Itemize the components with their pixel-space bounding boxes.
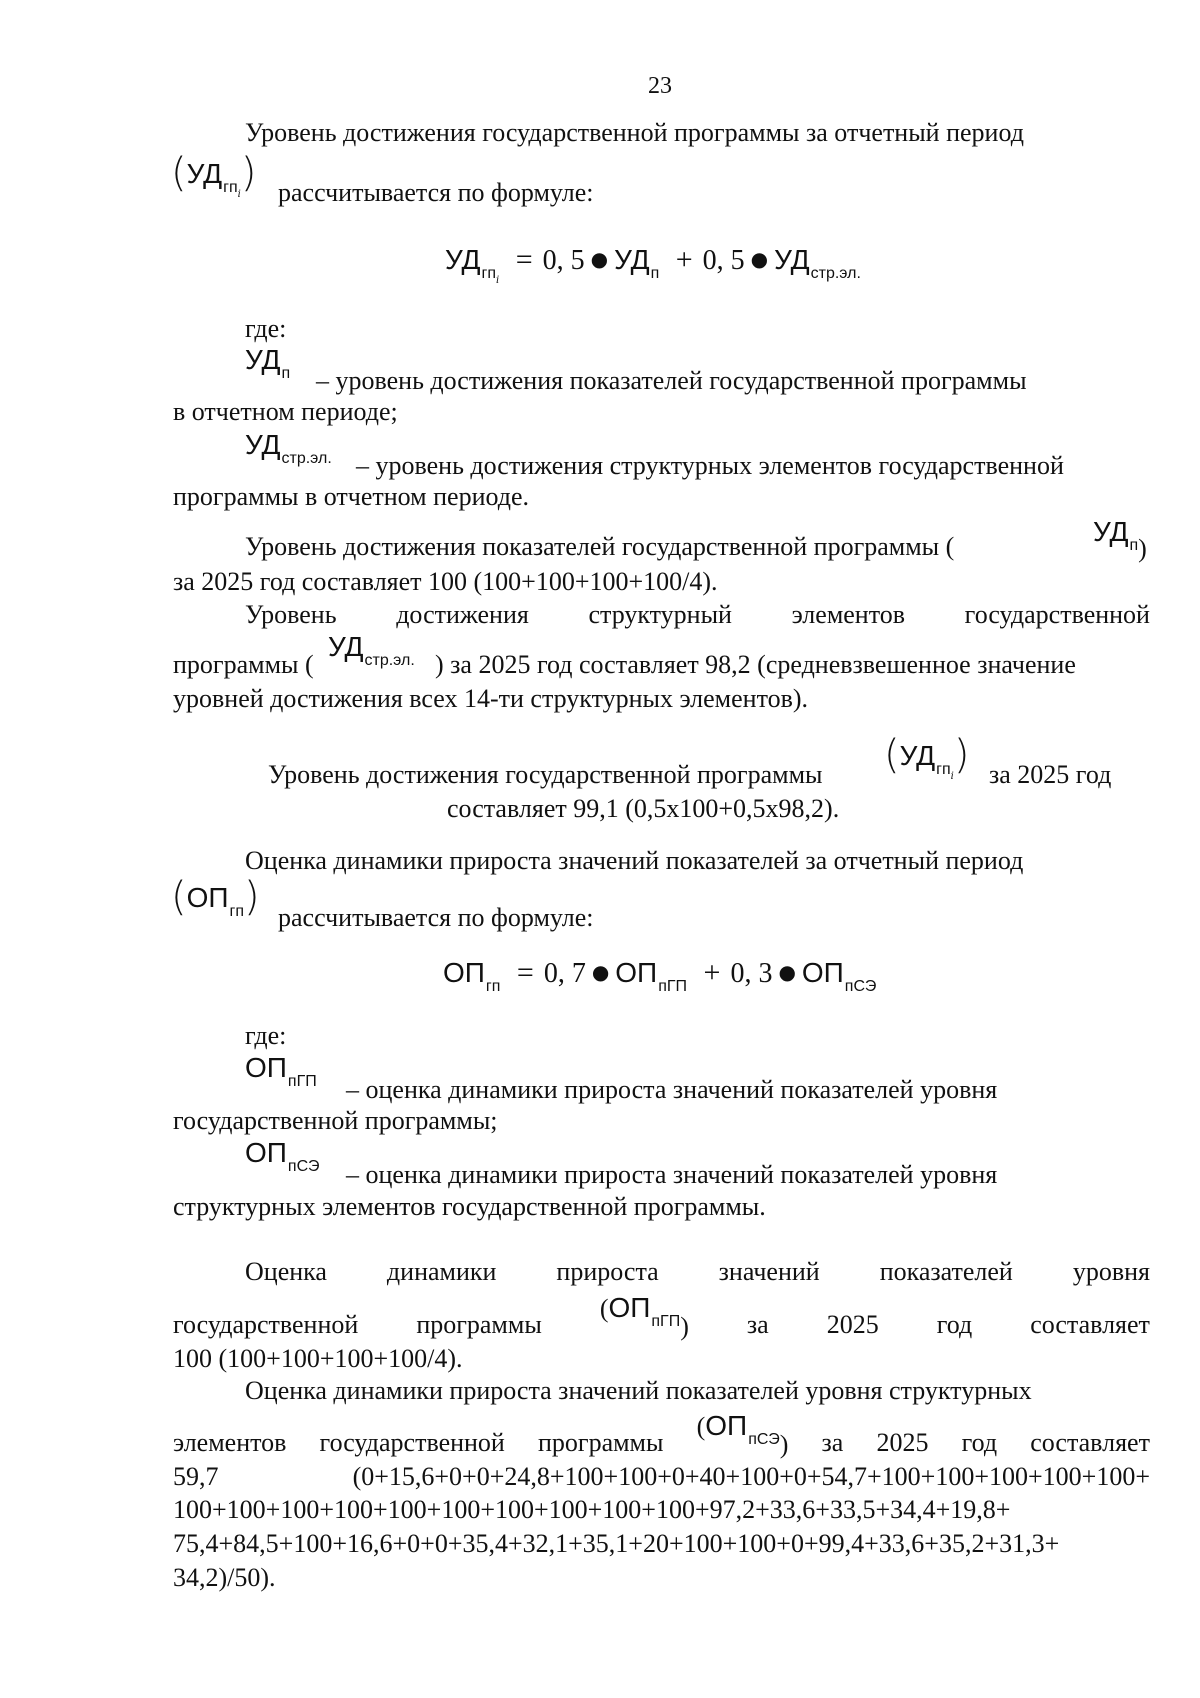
symbol-op-pse-inline: $(ОП_{пСЭ})$ (696, 1410, 789, 1459)
paragraph-line: Оценка динамики прироста значений показателей за отчетный период (245, 846, 1024, 875)
paragraph-line: уровней достижения всех 14-ти структурных элементов). (173, 684, 809, 713)
paragraph-line: программы ( (173, 650, 314, 679)
definition-symbol-ud-p: $УД_п$ (245, 344, 291, 382)
paragraph-line: государственной программы $(ОП_{пГП})$ за 2025 год составляет (173, 1292, 1150, 1341)
symbol-ud-gp-inline: $(УД_{гпi})$ (171, 150, 257, 200)
paragraph-line: элементов государственной программы $(ОП_{пСЭ})$ за 2025 год составляет (173, 1410, 1150, 1459)
centered-line: за 2025 год (989, 760, 1112, 789)
paragraph-line: 34,2)/50). (173, 1563, 276, 1592)
definition-line: – оценка динамики прироста значений показателей уровня (346, 1160, 998, 1189)
paragraph-line: рассчитывается по формуле: (278, 178, 594, 207)
paragraph-line (245, 120, 1150, 146)
paragraph-line: за 2025 год составляет 100 (100+100+100+100/4). (173, 567, 718, 596)
definition-symbol-op-pse: $ОП_{пСЭ}$ (245, 1137, 320, 1175)
formula-op-gp: $ОП_{гп} = 0$, 7 ● $ОП_{пГП} + 0$, 3 ● $ОП_{пСЭ}$ (443, 956, 877, 995)
paragraph-line: Уровень достижения показателей государственной программы ( (245, 532, 955, 561)
definition-line: государственной программы; (173, 1106, 498, 1135)
definition-line: структурных элементов государственной программы. (173, 1192, 766, 1221)
centered-line: Уровень достижения государственной программы (268, 760, 823, 789)
definition-symbol-ud-str: $УД_{стр.эл.}$ (245, 429, 332, 467)
centered-line: составляет 99,1 (0,5х100+0,5х98,2). (447, 794, 840, 823)
paragraph-line: ) за 2025 год составляет 98,2 (средневзвешенное значение (435, 650, 1076, 679)
text: Уровень достижения государственной программы за отчетный период (245, 118, 1024, 147)
symbol-ud-str-inline: $УД_{стр.эл.}$ (328, 631, 415, 669)
paragraph-line: 59,7 (0+15,6+0+0+24,8+100+100+0+40+100+0+54,7+100+100+100+100+100+ (173, 1462, 1150, 1491)
formula-ud-gp: $УД_{гпi} = 0$, 5 ● $УД_п + 0$, 5 ● $УД_{стр.эл.}$ (445, 243, 861, 286)
paragraph-line: 100 (100+100+100+100/4). (173, 1344, 463, 1373)
symbol-op-pgp-inline: $(ОП_{пГП})$ (599, 1292, 689, 1341)
symbol-op-gp-inline: $(ОП_{гп})$ (171, 874, 260, 920)
paragraph-line: Оценка динамики прироста значений показателей уровня (245, 1257, 1150, 1286)
symbol-ud-gp-inline: $(УД_{гпi})$ (884, 732, 970, 782)
paragraph-line: Уровень достижения структурный элементов государственной (245, 600, 1150, 629)
symbol-ud-p-inline: $УД_п$) (1093, 516, 1147, 563)
paragraph-line: 75,4+84,5+100+16,6+0+0+35,4+32,1+35,1+20+100+100+0+99,4+33,6+35,2+31,3+ (173, 1529, 1060, 1558)
paragraph-line: 100+100+100+100+100+100+100+100+100+100+97,2+33,6+33,5+34,4+19,8+ (173, 1495, 1011, 1524)
definition-symbol-op-pgp: $ОП_{пГП}$ (245, 1052, 317, 1090)
where-label: где: (245, 314, 287, 343)
definition-line: программы в отчетном периоде. (173, 482, 530, 511)
definition-line: – уровень достижения показателей государственной программы (316, 366, 1027, 395)
definition-line: – оценка динамики прироста значений показателей уровня (346, 1075, 998, 1104)
where-label: где: (245, 1021, 287, 1050)
paragraph-line: Оценка динамики прироста значений показателей уровня структурных (245, 1376, 1032, 1405)
definition-line: – уровень достижения структурных элементов государственной (356, 451, 1064, 480)
page-number: 23 (648, 73, 672, 99)
paragraph-line: рассчитывается по формуле: (278, 903, 594, 932)
definition-line: в отчетном периоде; (173, 397, 398, 426)
